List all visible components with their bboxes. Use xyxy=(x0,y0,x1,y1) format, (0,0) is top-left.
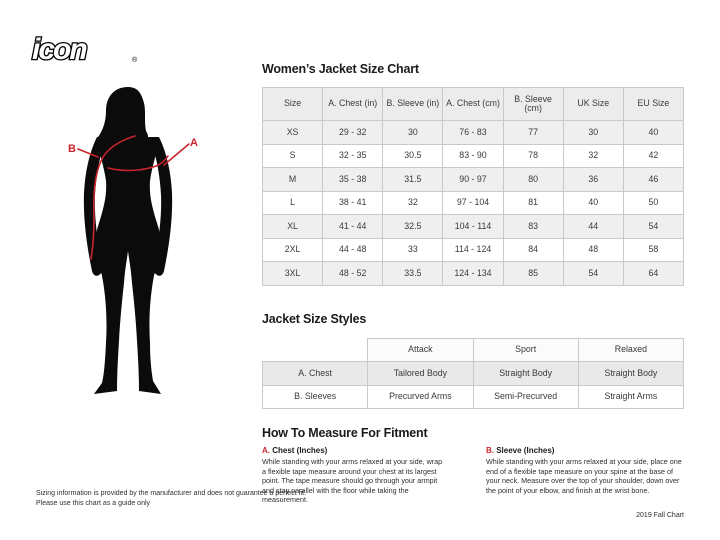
size-cell: 90 - 97 xyxy=(443,168,503,192)
size-cell: 76 - 83 xyxy=(443,121,503,145)
size-cell: 48 - 52 xyxy=(323,262,383,286)
size-label: M xyxy=(263,168,323,192)
styles-row-chest xyxy=(263,362,684,386)
size-chart-header-row xyxy=(263,88,684,121)
sleeve-instructions-body: While standing with your arms relaxed at your side, place one end of a flexible tape measure on your spine at the base of your neck. Measure over the top of your shoulder, down over the point of your elbow, and finish at the wrist bone. xyxy=(486,457,682,495)
size-cell: 30 xyxy=(563,121,623,145)
chest-prefix: A. xyxy=(262,446,270,455)
size-cell: 33.5 xyxy=(383,262,443,286)
size-cell: 44 xyxy=(563,215,623,239)
size-cell: 58 xyxy=(623,238,683,262)
size-row-m xyxy=(263,168,684,192)
size-cell: 104 - 114 xyxy=(443,215,503,239)
label-a-connector xyxy=(164,144,189,165)
size-row-2xl xyxy=(263,238,684,262)
size-cell: 38 - 41 xyxy=(323,191,383,215)
size-cell: 85 xyxy=(503,262,563,286)
measure-instructions xyxy=(262,446,686,505)
size-cell: 83 - 90 xyxy=(443,144,503,168)
size-cell: 32.5 xyxy=(383,215,443,239)
size-cell: 81 xyxy=(503,191,563,215)
col-chest-in: A. Chest (in) xyxy=(323,88,383,121)
chest-label-a: A xyxy=(190,137,198,149)
size-row-3xl xyxy=(263,262,684,286)
size-cell: 40 xyxy=(623,121,683,145)
jacket-styles-table xyxy=(262,338,684,410)
size-cell: 44 - 48 xyxy=(323,238,383,262)
col-sleeve-cm: B. Sleeve (cm) xyxy=(503,88,563,121)
size-chart-title: Women’s Jacket Size Chart xyxy=(262,62,419,76)
size-cell: 80 xyxy=(503,168,563,192)
size-cell: 36 xyxy=(563,168,623,192)
size-cell: 30 xyxy=(383,121,443,145)
size-cell: 84 xyxy=(503,238,563,262)
measurement-figure xyxy=(40,85,220,405)
styles-cell: Straight Arms xyxy=(578,385,683,409)
size-cell: 124 - 134 xyxy=(443,262,503,286)
size-label: S xyxy=(263,144,323,168)
sleeve-heading-text: Sleeve (Inches) xyxy=(494,446,555,455)
size-row-xl xyxy=(263,215,684,239)
size-cell: 48 xyxy=(563,238,623,262)
size-label: XL xyxy=(263,215,323,239)
sleeve-instructions-heading xyxy=(486,446,686,455)
col-sport: Sport xyxy=(473,338,578,362)
size-cell: 77 xyxy=(503,121,563,145)
size-cell: 41 - 44 xyxy=(323,215,383,239)
size-cell: 97 - 104 xyxy=(443,191,503,215)
styles-blank-cell xyxy=(263,338,368,362)
styles-row-sleeves xyxy=(263,385,684,409)
styles-row-label: B. Sleeves xyxy=(263,385,368,409)
icon-brand-logo xyxy=(30,30,150,70)
styles-cell: Tailored Body xyxy=(368,362,473,386)
size-cell: 50 xyxy=(623,191,683,215)
size-cell: 33 xyxy=(383,238,443,262)
size-cell: 46 xyxy=(623,168,683,192)
size-cell: 29 - 32 xyxy=(323,121,383,145)
size-cell: 54 xyxy=(563,262,623,286)
sleeve-instructions xyxy=(486,446,686,505)
size-cell: 32 - 35 xyxy=(323,144,383,168)
styles-cell: Straight Body xyxy=(473,362,578,386)
measure-section-title: How To Measure For Fitment xyxy=(262,426,428,440)
chest-instructions-heading xyxy=(262,446,462,455)
col-attack: Attack xyxy=(368,338,473,362)
size-cell: 31.5 xyxy=(383,168,443,192)
size-label: L xyxy=(263,191,323,215)
size-label: 3XL xyxy=(263,262,323,286)
col-uk-size: UK Size xyxy=(563,88,623,121)
col-eu-size: EU Size xyxy=(623,88,683,121)
styles-header-row xyxy=(263,338,684,362)
col-sleeve-in: B. Sleeve (in) xyxy=(383,88,443,121)
chart-version-label: 2019 Fall Chart xyxy=(636,512,684,519)
size-cell: 54 xyxy=(623,215,683,239)
size-label: 2XL xyxy=(263,238,323,262)
size-cell: 32 xyxy=(563,144,623,168)
chest-heading-text: Chest (Inches) xyxy=(270,446,328,455)
size-row-xs xyxy=(263,121,684,145)
disclaimer-line-1: Sizing information is provided by the manufacturer and does not guarantee a perfect fit. xyxy=(36,490,307,497)
content-column xyxy=(262,56,686,505)
size-cell: 32 xyxy=(383,191,443,215)
styles-row-label: A. Chest xyxy=(263,362,368,386)
sizing-disclaimer xyxy=(36,489,306,508)
female-silhouette xyxy=(84,87,172,394)
registered-mark: ® xyxy=(132,57,138,64)
styles-table-title: Jacket Size Styles xyxy=(262,311,367,326)
size-cell: 78 xyxy=(503,144,563,168)
size-cell: 114 - 124 xyxy=(443,238,503,262)
size-cell: 83 xyxy=(503,215,563,239)
size-cell: 64 xyxy=(623,262,683,286)
styles-cell: Precurved Arms xyxy=(368,385,473,409)
col-chest-cm: A. Chest (cm) xyxy=(443,88,503,121)
size-cell: 40 xyxy=(563,191,623,215)
size-row-l xyxy=(263,191,684,215)
size-cell: 35 - 38 xyxy=(323,168,383,192)
size-chart-table xyxy=(262,87,684,286)
size-cell: 42 xyxy=(623,144,683,168)
sleeve-label-b: B xyxy=(68,143,76,155)
disclaimer-line-2: Please use this chart as a guide only xyxy=(36,499,151,507)
col-relaxed: Relaxed xyxy=(578,338,683,362)
col-size: Size xyxy=(263,88,323,121)
sleeve-prefix: B. xyxy=(486,446,494,455)
size-label: XS xyxy=(263,121,323,145)
styles-cell: Semi-Precurved xyxy=(473,385,578,409)
chest-instructions-body: While standing with your arms relaxed at your side, wrap a flexible tape measure around your chest at its largest point. The tape measure should go through your armpit and stay parallel with the floor while taking the measurement. xyxy=(262,457,443,505)
styles-cell: Straight Body xyxy=(578,362,683,386)
logo-wordmark: icon xyxy=(32,33,86,66)
size-cell: 30.5 xyxy=(383,144,443,168)
size-row-s xyxy=(263,144,684,168)
